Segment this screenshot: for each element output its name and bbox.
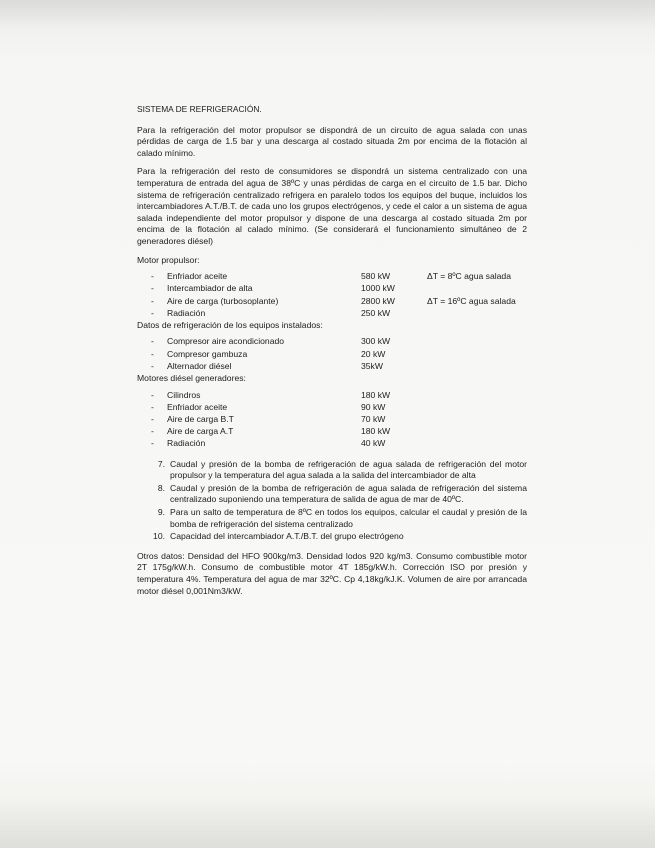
list-item — [137, 426, 527, 438]
question-number: 9. — [157, 506, 165, 517]
list-item — [137, 390, 527, 402]
question-text: Caudal y presión de la bomba de refrigeración de agua salada de refrigeración del motor propulsor y la temperatura del agua salada a la salida del intercambiador de alta — [170, 458, 527, 481]
list-item — [137, 271, 527, 283]
list-dash: - — [151, 438, 154, 449]
motor-propulsor-list — [137, 271, 527, 320]
item-name: Enfriador aceite — [167, 401, 228, 412]
question-text: Para un salto de temperatura de 8ºC en todos los equipos, calcular el caudal y presión de la bomba de refrigeración del sistema centralizado — [170, 506, 527, 529]
list-item — [137, 402, 527, 414]
item-note: ΔT = 16ºC agua salada — [427, 295, 516, 306]
list-item — [137, 438, 527, 450]
question-item — [137, 531, 527, 543]
list-item — [137, 349, 527, 361]
list-dash: - — [151, 271, 154, 282]
generadores-list — [137, 390, 527, 451]
item-value: 70 kW — [361, 414, 386, 424]
item-value: 2800 kW — [361, 295, 395, 306]
question-item — [137, 507, 527, 530]
other-data-paragraph: Otros datos: Densidad del HFO 900kg/m3. Densidad lodos 920 kg/m3. Consumo combustible motor 2T 175g/kW.h. Consumo de combustible motor 4T 185g/kW.h. Corrección ISO por presión y temperatura 4%. Temperatura del agua de mar 32ºC. Cp 4,18kg/kJ.K. Volumen de aire por arrancada motor diésel 0,001Nm3/kW. — [137, 550, 527, 596]
list-item — [137, 336, 527, 348]
item-value: 250 kW — [361, 307, 391, 318]
list-item — [137, 296, 527, 308]
item-value: 1000 kW — [361, 283, 395, 294]
item-value: 580 kW — [361, 271, 391, 282]
item-name: Radiación — [167, 307, 206, 318]
item-name: Aire de carga A.T — [167, 426, 234, 437]
question-text: Capacidad del intercambiador A.T./B.T. del grupo electrógeno — [170, 531, 404, 542]
question-text: Caudal y presión de la bomba de refrigeración de agua salada de refrigeración del sistema centralizado suponiendo una temperatura de salida de agua de mar de 40ºC. — [170, 482, 527, 505]
item-name: Intercambiador de alta — [167, 283, 253, 294]
list-item — [137, 361, 527, 373]
item-value: 180 kW — [361, 426, 391, 437]
list-dash: - — [151, 414, 154, 424]
item-name: Alternador diésel — [167, 360, 232, 371]
paragraph-centralizado: Para la refrigeración del resto de consumidores se dispondrá un sistema centralizado con una temperatura de entrada del agua de 38ºC y unas pérdidas de carga en el circuito de 1.5 bar. Dicho sistema de refrigeración centralizado refrigera en paralelo todos los equipos del buque, incluidos los intercambiadores A.T./B.T. de cada uno los grupos electrógenos, y cede el calor a un sistema de agua salada independiente del motor propulsor y dispone de una descarga al costado situada 2m por encima de la flotación al calado mínimo. (Se considerará el funcionamiento simultáneo de 2 generadores diésel) — [137, 166, 527, 246]
list-dash: - — [151, 360, 154, 371]
list-item — [137, 283, 527, 295]
generadores-label: Motores diésel generadores: — [137, 373, 246, 384]
list-dash: - — [151, 283, 154, 294]
item-value: 20 kW — [361, 348, 386, 359]
item-value: 90 kW — [361, 401, 386, 412]
list-dash: - — [151, 295, 154, 306]
list-item — [137, 414, 527, 426]
motor-propulsor-label: Motor propulsor: — [137, 254, 200, 265]
item-name: Compresor aire acondicionado — [167, 336, 285, 347]
question-number: 7. — [157, 458, 165, 469]
paragraph-propulsor: Para la refrigeración del motor propulsor se dispondrá de un circuito de agua salada con unas pérdidas de carga de 1.5 bar y una descarga al costado situada 2m por encima de la flotación al calado mínimo. — [137, 124, 527, 158]
section-title: SISTEMA DE REFRIGERACIÓN. — [137, 104, 262, 114]
item-value: 40 kW — [361, 438, 386, 449]
item-name: Compresor gambuza — [167, 348, 248, 359]
item-value: 300 kW — [361, 336, 391, 347]
list-dash: - — [151, 307, 154, 318]
item-name: Aire de carga (turbosoplante) — [167, 295, 279, 306]
list-dash: - — [151, 401, 154, 412]
equipos-list — [137, 336, 527, 373]
item-name: Enfriador aceite — [167, 271, 228, 282]
list-item — [137, 308, 527, 320]
item-name: Radiación — [167, 438, 206, 449]
list-dash: - — [151, 336, 154, 347]
item-value: 35kW — [361, 360, 383, 371]
item-value: 180 kW — [361, 389, 391, 400]
scan-shadow-bottom — [0, 800, 655, 848]
list-dash: - — [151, 389, 154, 400]
list-dash: - — [151, 426, 154, 437]
item-name: Cilindros — [167, 389, 201, 400]
question-list — [137, 459, 527, 543]
question-item — [137, 459, 527, 482]
question-item — [137, 483, 527, 506]
equipos-label: Datos de refrigeración de los equipos instalados: — [137, 319, 323, 330]
list-dash: - — [151, 348, 154, 359]
question-number: 8. — [157, 482, 165, 493]
item-name: Aire de carga B.T — [167, 414, 234, 424]
document-body — [137, 104, 527, 604]
scan-shadow-top — [0, 0, 655, 28]
question-number: 10. — [153, 531, 165, 542]
item-note: ΔT = 8ºC agua salada — [427, 271, 511, 282]
